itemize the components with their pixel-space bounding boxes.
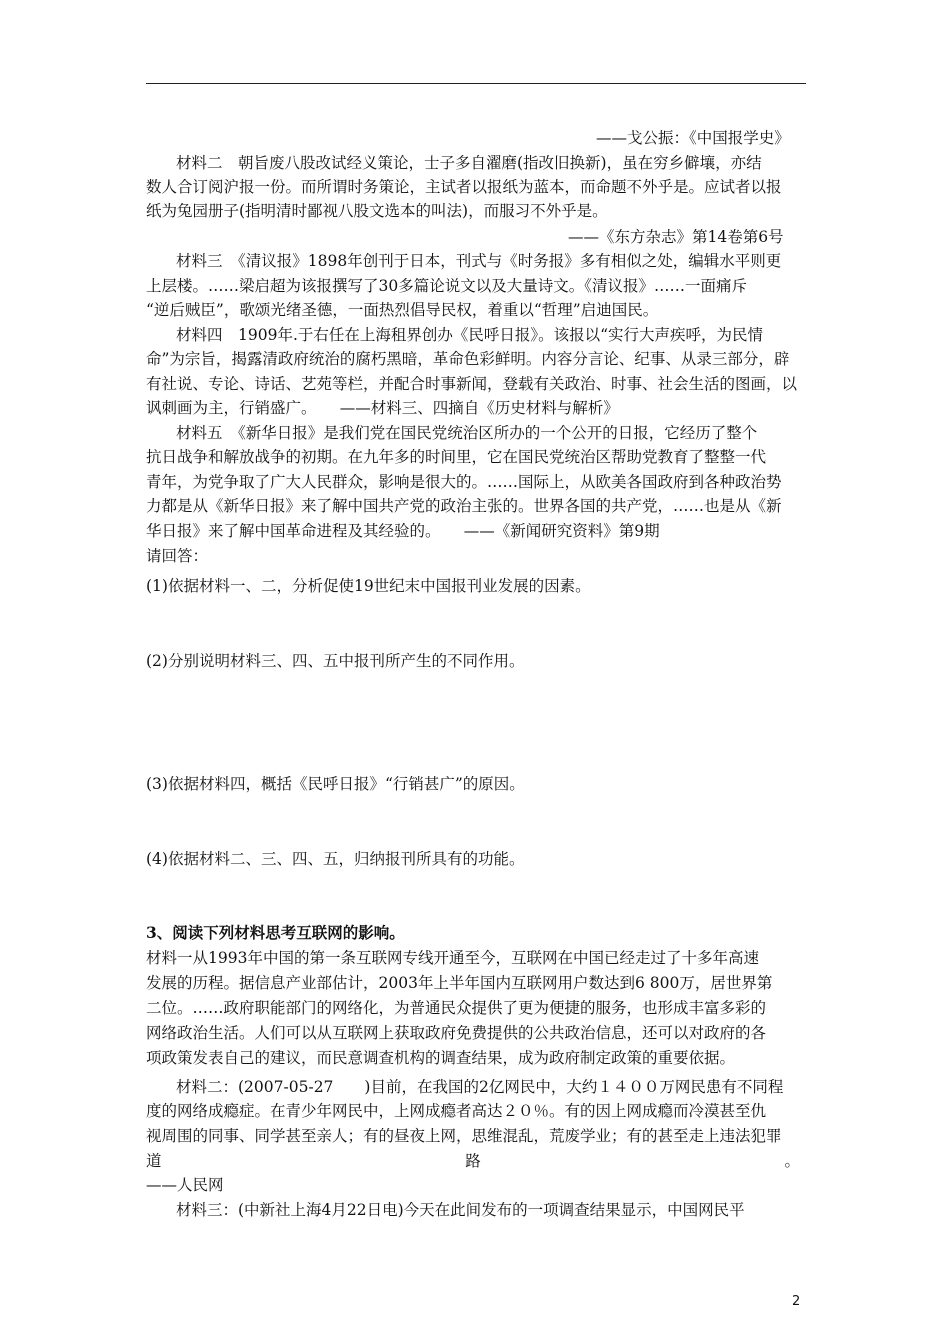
- question-1: (1)依据材料一、二，分析促使19世纪末中国报刊业发展的因素。: [146, 577, 591, 595]
- material-5-line: 力都是从《新华日报》来了解中国共产党的政治主张的。世界各国的共产党，……也是从《新: [146, 497, 782, 515]
- header-rule: [146, 83, 806, 84]
- section-3-material-1-line: 发展的历程。据信息产业部估计，2003年上半年国内互联网用户数达到6 800万，居世界第: [146, 974, 773, 992]
- section-3-material-1-line: 二位。……政府职能部门的网络化，为普通民众提供了更为便捷的服务，也形成丰富多彩的: [146, 999, 767, 1017]
- section-3-material-2-line: 度的网络成瘾症。在青少年网民中，上网成瘾者高达２０％。有的因上网成瘾而冷漠甚至仇: [146, 1102, 767, 1120]
- section-3-material-2-line: 材料二：(2007-05-27 )目前，在我国的2亿网民中，大约１４００万网民患有不同程: [176, 1078, 784, 1096]
- source-line: ——《东方杂志》第14卷第6号: [568, 228, 784, 246]
- material-3-line: 材料三 《清议报》1898年创刊于日本，刊式与《时务报》多有相似之处，编辑水平则更: [176, 252, 782, 270]
- section-3-material-3-line: 材料三：(中新社上海4月22日电)今天在此间发布的一项调查结果显示，中国网民平: [176, 1201, 745, 1219]
- material-4-line: 材料四 1909年.于右任在上海租界创办《民呼日报》。该报以“实行大声疾呼，为民情: [176, 326, 764, 344]
- section-3-material-1-line: 项政策发表自己的建议，而民意调查机构的调查结果，成为政府制定政策的重要依据。: [146, 1049, 736, 1067]
- material-5-line: 青年，为党争取了广大人民群众，影响是很大的。……国际上，从欧美各国政府到各种政治势: [146, 473, 782, 491]
- section-3-material-1-line: 材料一从1993年中国的第一条互联网专线开通至今，互联网在中国已经走过了十多年高速: [146, 949, 759, 967]
- section-3-heading: 3、阅读下列材料思考互联网的影响。: [146, 923, 405, 942]
- material-5-line: 华日报》来了解中国革命进程及其经验的。 ——《新闻研究资料》第9期: [146, 522, 660, 540]
- justified-word: 道: [146, 1152, 162, 1170]
- source-line: ——戈公振：《中国报学史》: [596, 129, 790, 147]
- material-5-line: 抗日战争和解放战争的初期。在九年多的时间里，它在国民党统治区帮助党教育了整整一代: [146, 448, 767, 466]
- material-5-line: 材料五 《新华日报》是我们党在国民党统治区所办的一个公开的日报，它经历了整个: [176, 424, 758, 442]
- question-4: (4)依据材料二、三、四、五，归纳报刊所具有的功能。: [146, 850, 525, 868]
- answer-prompt: 请回答：: [146, 547, 209, 565]
- question-3: (3)依据材料四，概括《民呼日报》“行销甚广”的原因。: [146, 775, 525, 793]
- justified-word: 路: [465, 1152, 481, 1170]
- justified-word: 。: [784, 1152, 800, 1170]
- source-line: ——人民网: [146, 1176, 224, 1194]
- material-3-line: 上层楼。……梁启超为该报撰写了30多篇论说文以及大量诗文。《清议报》……一面痛斥: [146, 277, 747, 295]
- material-4-line: 命”为宗旨，揭露清政府统治的腐朽黑暗，革命色彩鲜明。内容分言论、纪事、从录三部分，辟: [146, 350, 790, 368]
- material-2-line: 数人合订阅沪报一份。而所谓时务策论，主试者以报纸为蓝本，而命题不外乎是。应试者以报: [146, 178, 782, 196]
- material-2-line: 纸为兔园册子(指明清时鄙视八股文选本的叫法)，而服习不外乎是。: [146, 202, 608, 220]
- material-3-line: “逆后贼臣”，歌颂光绪圣德，一面热烈倡导民权，着重以“哲理”启迪国民。: [146, 301, 659, 319]
- material-2-line: 材料二 朝旨废八股改试经义策论，士子多自濯磨(指改旧换新)，虽在穷乡僻壤，亦结: [176, 154, 762, 172]
- section-3-material-1-line: 网络政治生活。人们可以从互联网上获取政府免费提供的公共政治信息，还可以对政府的各: [146, 1024, 767, 1042]
- page-number: 2: [792, 1294, 801, 1309]
- material-4-line: 有社说、专论、诗话、艺苑等栏，并配合时事新闻，登载有关政治、时事、社会生活的图画，以: [146, 375, 798, 393]
- section-3-material-2-justified-line: [146, 1151, 800, 1171]
- question-2: (2)分别说明材料三、四、五中报刊所产生的不同作用。: [146, 652, 525, 670]
- material-4-line: 讽刺画为主，行销盛广。 ——材料三、四摘自《历史材料与解析》: [146, 399, 619, 417]
- section-3-material-2-line: 视周围的同事、同学甚至亲人；有的昼夜上网，思维混乱，荒废学业；有的甚至走上违法犯罪: [146, 1127, 782, 1145]
